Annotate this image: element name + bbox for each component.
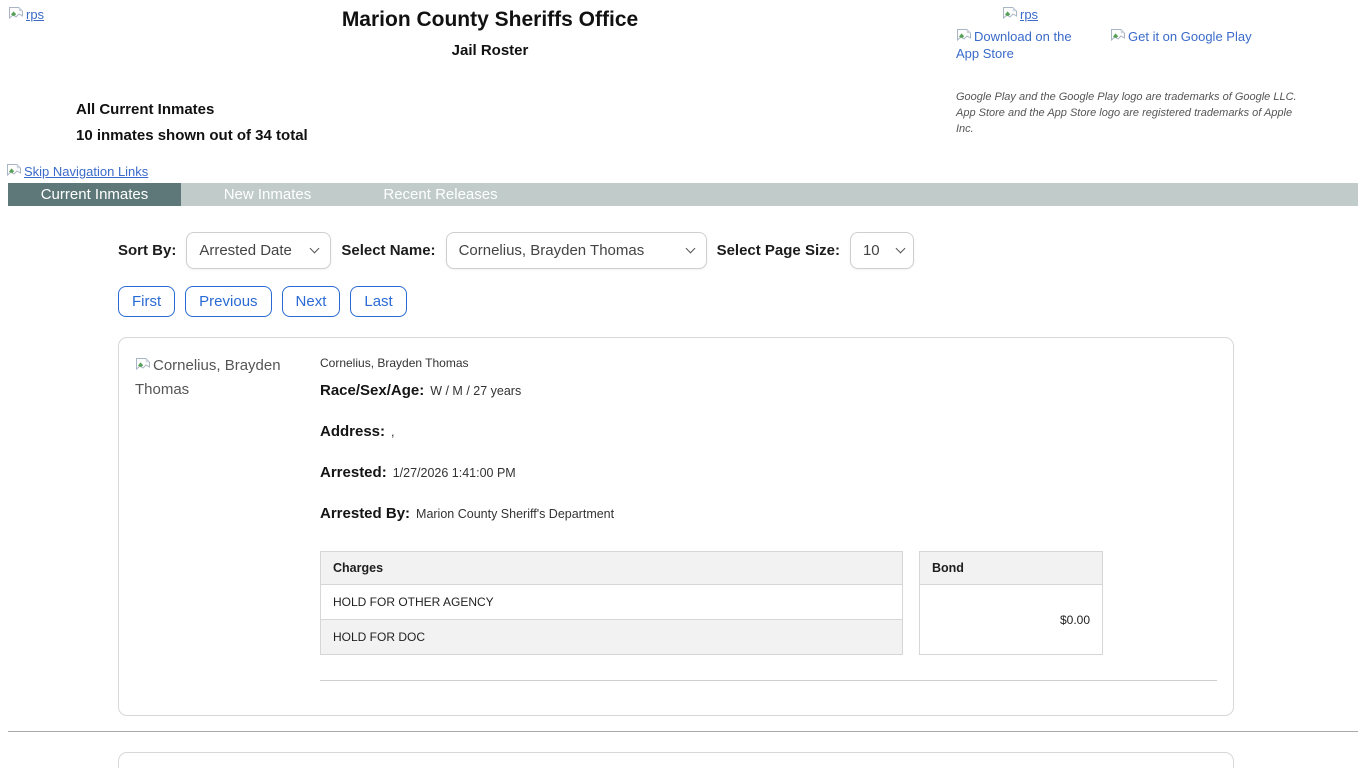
race-sex-age-label: Race/Sex/Age: xyxy=(320,382,425,399)
bond-row xyxy=(920,585,1103,655)
address-value: , xyxy=(391,425,395,439)
page-size-select[interactable] xyxy=(850,232,914,269)
rps-store-link[interactable] xyxy=(1002,6,1038,22)
card-divider xyxy=(320,680,1217,681)
charges-table xyxy=(320,551,903,655)
rps-logo-label: rps xyxy=(26,7,45,22)
tab-new-inmates[interactable]: New Inmates xyxy=(223,186,312,203)
arrested-by-row xyxy=(320,506,1217,522)
google-play-badge-label: Get it on Google Play xyxy=(1128,29,1252,44)
bond-cell: $0.00 xyxy=(920,585,1103,655)
inmate-photo-alt-text: Cornelius, Brayden Thomas xyxy=(135,357,281,398)
arrested-by-label: Arrested By: xyxy=(320,505,411,522)
inmate-name: Cornelius, Brayden Thomas xyxy=(320,356,469,370)
next-page-button[interactable]: Next xyxy=(282,286,341,317)
trademark-line-google: Google Play and the Google Play logo are trademarks of Google LLC. xyxy=(956,91,1297,103)
summary-heading: All Current Inmates xyxy=(76,101,215,118)
broken-image-icon xyxy=(1110,28,1126,44)
app-store-badge-link[interactable] xyxy=(956,28,1088,62)
title-block xyxy=(0,8,980,59)
broken-image-icon xyxy=(135,357,151,373)
rps-store-label: rps xyxy=(1020,7,1039,22)
sort-by-select[interactable] xyxy=(186,232,331,269)
race-sex-age-value: W / M / 27 years xyxy=(430,384,522,398)
roster-summary xyxy=(76,101,308,144)
arrested-label: Arrested: xyxy=(320,464,387,481)
broken-image-icon xyxy=(6,163,22,179)
inmate-photo-broken-image xyxy=(135,354,297,402)
trademark-line-apple: App Store and the App Store logo are registered trademarks of Apple Inc. xyxy=(956,107,1293,135)
skip-navigation-label: Skip Navigation Links xyxy=(24,164,149,179)
address-label: Address: xyxy=(320,423,386,440)
arrested-by-value: Marion County Sheriff's Department xyxy=(416,507,615,521)
previous-page-button[interactable]: Previous xyxy=(185,286,271,317)
arrested-value: 1/27/2026 1:41:00 PM xyxy=(392,466,516,480)
google-play-badge-link[interactable] xyxy=(1110,28,1252,62)
inmate-card xyxy=(118,337,1234,716)
charge-row xyxy=(321,620,903,655)
page-divider xyxy=(8,731,1358,732)
page-header xyxy=(0,0,1366,162)
last-page-button[interactable]: Last xyxy=(350,286,406,317)
page-subtitle: Jail Roster xyxy=(451,42,529,59)
page-title: Marion County Sheriffs Office xyxy=(341,8,639,31)
broken-image-icon xyxy=(1002,6,1018,22)
trademark-notice xyxy=(956,89,1306,137)
list-controls xyxy=(118,232,1234,269)
bond-header: Bond xyxy=(920,552,1103,585)
inmate-photo-column xyxy=(135,354,320,699)
summary-count: 10 inmates shown out of 34 total xyxy=(76,127,308,144)
sort-by-label: Sort By: xyxy=(118,242,177,259)
tab-recent-releases[interactable]: Recent Releases xyxy=(383,186,498,203)
first-page-button[interactable]: First xyxy=(118,286,175,317)
select-name-select[interactable] xyxy=(446,232,707,269)
page-size-label: Select Page Size: xyxy=(716,242,840,259)
charge-row xyxy=(321,585,903,620)
select-name-label: Select Name: xyxy=(341,242,436,259)
charge-cell: HOLD FOR OTHER AGENCY xyxy=(321,585,903,620)
pagination xyxy=(118,286,1234,317)
broken-image-icon xyxy=(956,28,972,44)
inmate-details xyxy=(320,354,1217,699)
app-store-badge-label: Download on the App Store xyxy=(956,29,1072,61)
roster-tabbar xyxy=(8,183,1358,206)
charges-header: Charges xyxy=(321,552,903,585)
tab-current-inmates[interactable]: Current Inmates xyxy=(8,183,181,206)
app-store-block xyxy=(956,6,1306,137)
charge-cell: HOLD FOR DOC xyxy=(321,620,903,655)
race-sex-age-row xyxy=(320,383,1217,399)
skip-navigation-link[interactable] xyxy=(6,164,148,179)
arrested-row xyxy=(320,465,1217,481)
inmate-card-next xyxy=(118,752,1234,768)
bond-table xyxy=(919,551,1103,655)
address-row xyxy=(320,424,1217,440)
